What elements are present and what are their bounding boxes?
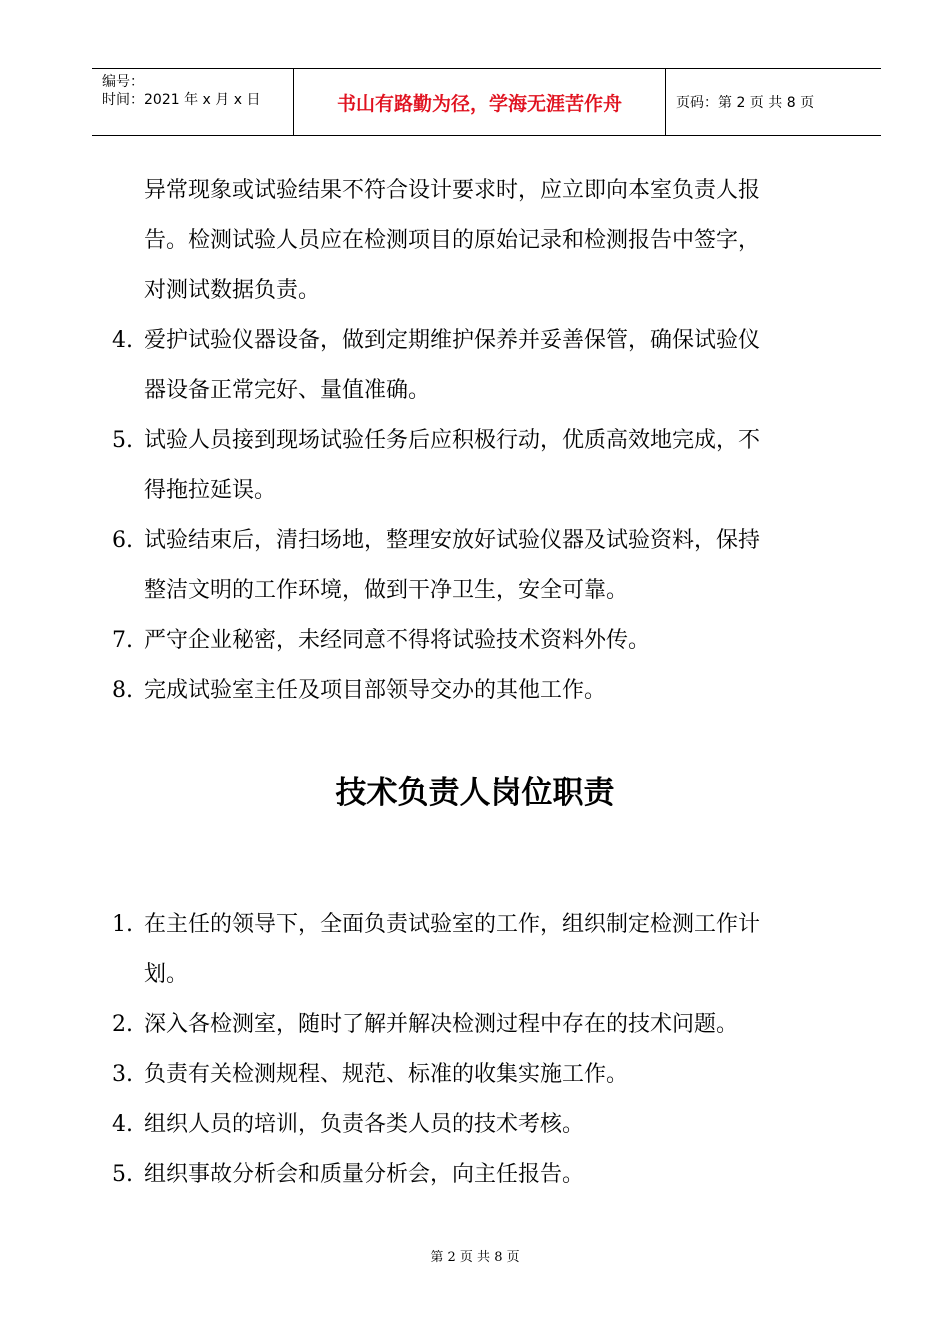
list-item-text	[144, 616, 862, 666]
list-item-number: 7.	[112, 628, 133, 653]
list-item-line: 爱护试验仪器设备，做到定期维护保养并妥善保管，确保试验仪	[144, 328, 761, 353]
list-item-line: 整洁文明的工作环境，做到干净卫生，安全可靠。	[144, 578, 629, 603]
list-item	[112, 1000, 862, 1050]
list-item	[112, 516, 862, 616]
page-footer: 第 2 页 共 8 页	[430, 1250, 520, 1265]
list-item-number: 3.	[112, 1062, 133, 1087]
list-item-line: 组织人员的培训，负责各类人员的技术考核。	[144, 1112, 585, 1137]
section2-body	[112, 900, 862, 1200]
time-label: 时间：2021 年 x 月 x 日	[102, 92, 261, 108]
list-item	[112, 416, 862, 516]
list-item-number: 4.	[112, 328, 133, 353]
list-item-line: 器设备正常完好、量值准确。	[144, 378, 431, 403]
list-item-number: 8.	[112, 678, 133, 703]
list-item-text	[144, 900, 862, 1000]
list-item-line: 在主任的领导下，全面负责试验室的工作，组织制定检测工作计	[144, 912, 761, 937]
list-item-number: 5.	[112, 1162, 133, 1187]
list-item-line: 试验结束后，清扫场地，整理安放好试验仪器及试验资料，保持	[144, 528, 761, 553]
list-item-number: 1.	[112, 912, 133, 937]
list-item-text	[144, 416, 862, 516]
list-item-number: 6.	[112, 528, 133, 553]
list-item	[112, 666, 862, 716]
list-item	[112, 616, 862, 666]
list-item-line: 严守企业秘密，未经同意不得将试验技术资料外传。	[144, 628, 651, 653]
list-item-text	[144, 666, 862, 716]
list-item-line: 得拖拉延误。	[144, 478, 277, 503]
section-title: 技术负责人岗位职责	[335, 775, 615, 811]
continuation-line: 异常现象或试验结果不符合设计要求时，应立即向本室负责人报	[144, 178, 761, 203]
list-item-line: 完成试验室主任及项目部领导交办的其他工作。	[144, 678, 607, 703]
list-item-number: 2.	[112, 1012, 133, 1037]
header-page-info: 页码：第 2 页 共 8 页	[676, 95, 815, 111]
list-item	[112, 316, 862, 416]
list-item-line: 负责有关检测规程、规范、标准的收集实施工作。	[144, 1062, 629, 1087]
list-item-line: 深入各检测室，随时了解并解决检测过程中存在的技术问题。	[144, 1012, 739, 1037]
list-item-text	[144, 516, 862, 616]
list-item-text	[144, 1100, 862, 1150]
list-item-line: 组织事故分析会和质量分析会，向主任报告。	[144, 1162, 585, 1187]
list-item-text	[144, 316, 862, 416]
list-item-text	[144, 1050, 862, 1100]
header-motto: 书山有路勤为径，学海无涯苦作舟	[293, 69, 666, 135]
list-item	[112, 1050, 862, 1100]
header-meta	[92, 69, 293, 135]
list-item	[112, 1150, 862, 1200]
list-item-line: 试验人员接到现场试验任务后应积极行动，优质高效地完成，不	[144, 428, 761, 453]
list-item	[112, 900, 862, 1000]
list-item-number: 4.	[112, 1112, 133, 1137]
code-label: 编号：	[102, 74, 144, 90]
continuation-line: 告。检测试验人员应在检测项目的原始记录和检测报告中签字，	[144, 228, 761, 253]
continuation-line: 对测试数据负责。	[144, 278, 321, 303]
list-item-text	[144, 1150, 862, 1200]
list-item-number: 5.	[112, 428, 133, 453]
document-header	[92, 68, 881, 136]
section1-body	[112, 166, 862, 716]
list-item-line: 划。	[144, 962, 189, 987]
list-item-text	[144, 1000, 862, 1050]
list-item	[112, 1100, 862, 1150]
